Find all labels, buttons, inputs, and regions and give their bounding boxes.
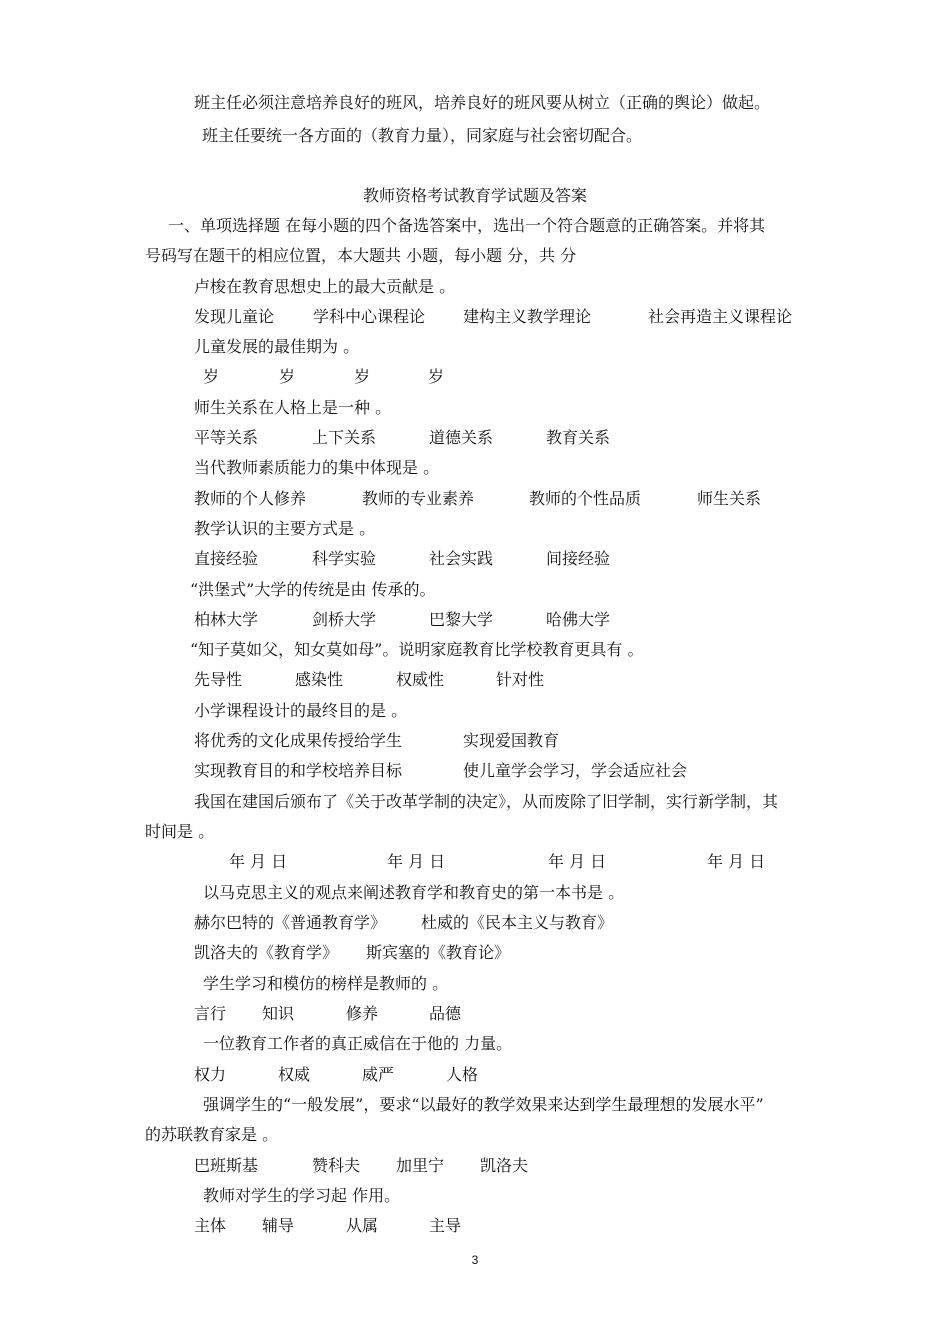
question-9-option-c: 年 月 日	[548, 852, 607, 871]
question-5-option-d: 间接经验	[546, 549, 611, 568]
question-5-stem: 教学认识的主要方式是 。	[194, 519, 376, 538]
question-14-stem: 教师对学生的学习起 作用。	[203, 1186, 401, 1205]
question-14-option-d: 主导	[429, 1216, 462, 1235]
question-7-option-a: 先导性	[194, 670, 243, 689]
question-3-option-d: 教育关系	[546, 428, 611, 447]
question-6-option-a: 柏林大学	[194, 610, 259, 629]
question-4-option-d: 师生关系	[697, 489, 762, 508]
section-instruction-line-2: 号码写在题干的相应位置，本大题共 小题，每小题 分，共 分	[145, 246, 577, 265]
question-10-option-b: 杜威的《民本主义与教育》	[421, 913, 614, 932]
section-instruction-line-1: 一、单项选择题 在每小题的四个备选答案中，选出一个符合题意的正确答案。并将其	[168, 216, 766, 235]
question-8-option-c: 实现教育目的和学校培养目标	[194, 761, 403, 780]
question-6-option-c: 巴黎大学	[429, 610, 494, 629]
question-8-option-a: 将优秀的文化成果传授给学生	[194, 731, 403, 750]
intro-line-1: 班主任必须注意培养良好的班风，培养良好的班风要从树立（正确的舆论）做起。	[194, 93, 771, 112]
question-12-stem: 一位教育工作者的真正威信在于他的 力量。	[203, 1034, 513, 1053]
intro-line-2: 班主任要统一各方面的（教育力量），同家庭与社会密切配合。	[202, 126, 643, 145]
question-1-option-d: 社会再造主义课程论	[648, 307, 793, 326]
question-7-option-d: 针对性	[496, 670, 545, 689]
question-11-option-d: 品德	[429, 1004, 462, 1023]
question-9-option-a: 年 月 日	[229, 852, 288, 871]
question-12-option-d: 人格	[446, 1065, 479, 1084]
question-6-stem: “洪堡式”大学的传统是由 传承的。	[190, 580, 436, 599]
question-7-option-c: 权威性	[396, 670, 445, 689]
page-number: 3	[471, 1253, 479, 1267]
question-8-option-b: 实现爱国教育	[463, 731, 560, 750]
question-9-option-d: 年 月 日	[707, 852, 766, 871]
question-5-option-a: 直接经验	[194, 549, 259, 568]
question-13-option-a: 巴班斯基	[194, 1156, 259, 1175]
question-3-option-c: 道德关系	[429, 428, 494, 447]
question-14-option-a: 主体	[194, 1216, 227, 1235]
document-title: 教师资格考试教育学试题及答案	[362, 186, 587, 205]
question-1-option-b: 学科中心课程论	[313, 307, 426, 326]
question-4-option-a: 教师的个人修养	[194, 489, 307, 508]
question-3-option-b: 上下关系	[312, 428, 377, 447]
question-10-stem: 以马克思主义的观点来阐述教育学和教育史的第一本书是 。	[203, 883, 625, 902]
question-4-stem: 当代教师素质能力的集中体现是 。	[194, 458, 440, 477]
question-1-option-a: 发现儿童论	[194, 307, 275, 326]
question-8-stem: 小学课程设计的最终目的是 。	[194, 701, 408, 720]
question-5-option-c: 社会实践	[429, 549, 494, 568]
question-2-option-b: 岁	[279, 367, 296, 386]
question-5-option-b: 科学实验	[312, 549, 377, 568]
question-13-stem-line-1: 强调学生的“一般发展”，要求“以最好的教学效果来达到学生最理想的发展水平”	[203, 1095, 764, 1114]
question-11-option-a: 言行	[194, 1004, 227, 1023]
question-6-option-d: 哈佛大学	[546, 610, 611, 629]
question-14-option-b: 辅导	[262, 1216, 295, 1235]
question-13-stem-line-2: 的苏联教育家是 。	[145, 1125, 279, 1144]
question-13-option-b: 赞科夫	[312, 1156, 361, 1175]
question-2-stem: 儿童发展的最佳期为 。	[194, 337, 360, 356]
question-4-option-b: 教师的专业素养	[362, 489, 475, 508]
question-6-option-b: 剑桥大学	[312, 610, 377, 629]
question-1-stem: 卢梭在教育思想史上的最大贡献是 。	[194, 277, 456, 296]
question-11-stem: 学生学习和模仿的榜样是教师的 。	[203, 974, 449, 993]
question-12-option-a: 权力	[194, 1065, 227, 1084]
question-13-option-d: 凯洛夫	[480, 1156, 529, 1175]
question-2-option-c: 岁	[354, 367, 371, 386]
question-7-option-b: 感染性	[295, 670, 344, 689]
question-7-stem: “知子莫如父，知女莫如母”。说明家庭教育比学校教育更具有 。	[190, 640, 644, 659]
question-9-stem-line-2: 时间是 。	[145, 822, 215, 841]
question-9-option-b: 年 月 日	[387, 852, 446, 871]
question-3-stem: 师生关系在人格上是一种 。	[194, 398, 392, 417]
question-10-option-c: 凯洛夫的《教育学》	[194, 943, 339, 962]
question-9-stem-line-1: 我国在建国后颁布了《关于改革学制的决定》，从而废除了旧学制，实行新学制，其	[194, 792, 779, 811]
question-8-option-d: 使儿童学会学习，学会适应社会	[463, 761, 688, 780]
question-12-option-b: 权威	[278, 1065, 311, 1084]
question-13-option-c: 加里宁	[396, 1156, 445, 1175]
question-11-option-c: 修养	[346, 1004, 379, 1023]
question-2-option-a: 岁	[203, 367, 220, 386]
question-1-option-c: 建构主义教学理论	[463, 307, 592, 326]
question-10-option-a: 赫尔巴特的《普通教育学》	[194, 913, 387, 932]
question-2-option-d: 岁	[428, 367, 445, 386]
question-14-option-c: 从属	[346, 1216, 379, 1235]
question-11-option-b: 知识	[262, 1004, 295, 1023]
question-4-option-c: 教师的个性品质	[529, 489, 642, 508]
question-12-option-c: 威严	[362, 1065, 395, 1084]
question-10-option-d: 斯宾塞的《教育论》	[366, 943, 511, 962]
question-3-option-a: 平等关系	[194, 428, 259, 447]
